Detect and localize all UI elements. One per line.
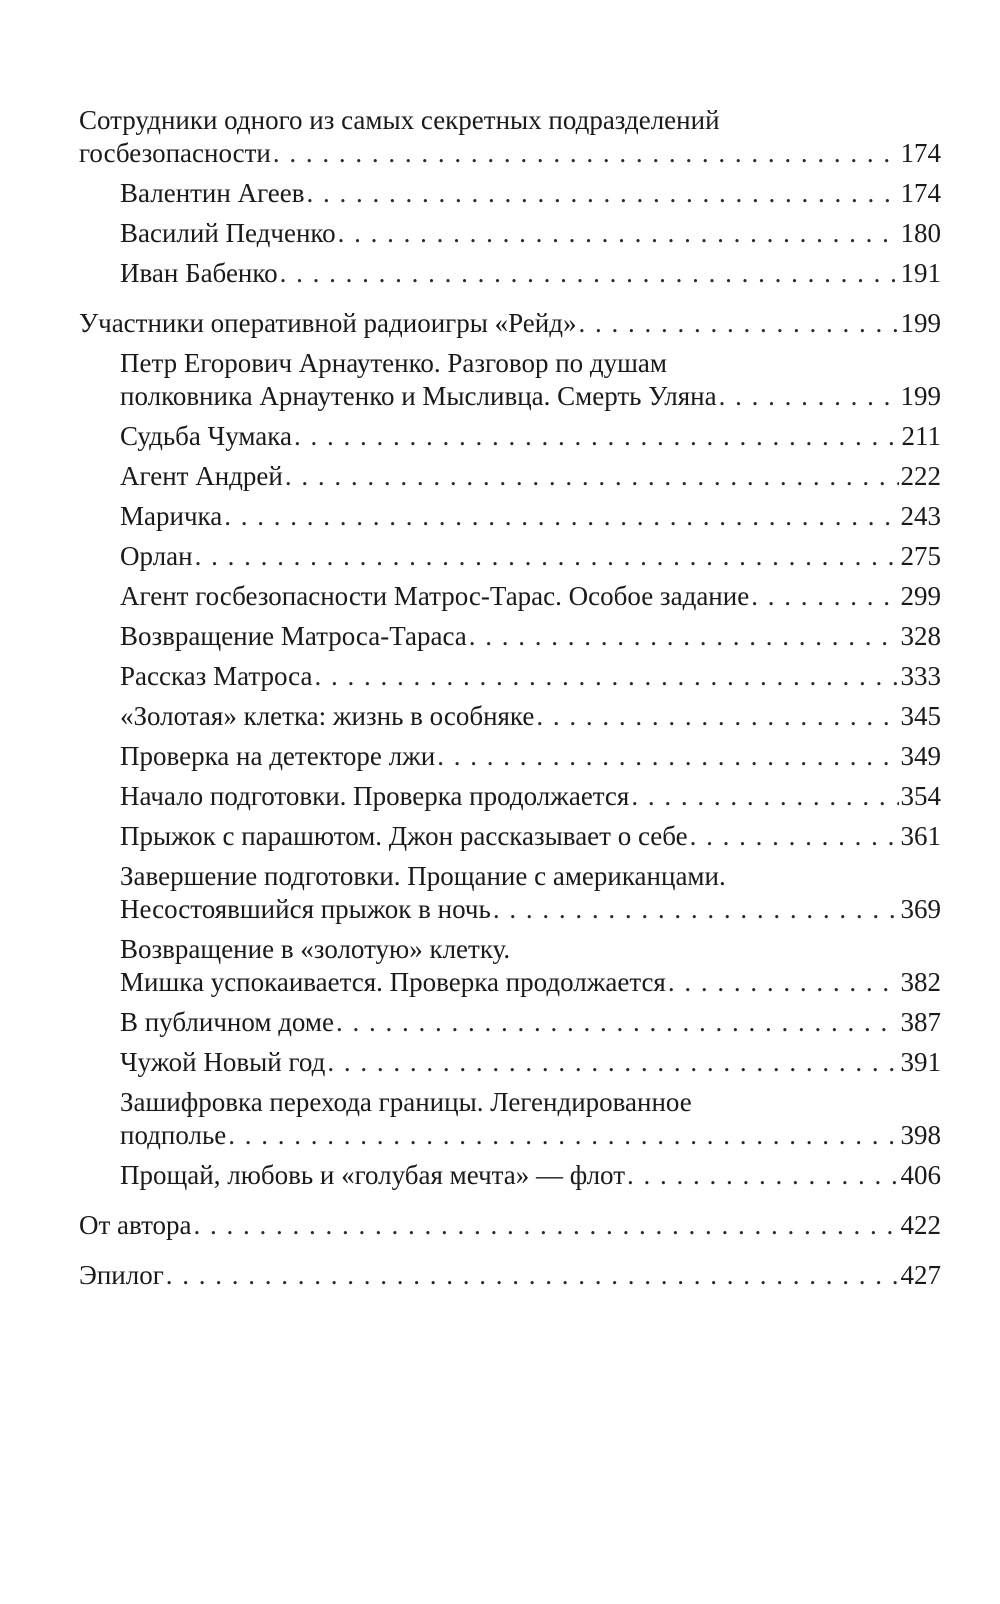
toc-section-heading[interactable] (79, 307, 941, 340)
toc-entry-text: Прощай, любовь и «голубая мечта» — флот (120, 1160, 625, 1190)
dot-leader (578, 307, 898, 340)
toc-page-number: 222 (900, 461, 941, 491)
toc-entry-text-line1: Завершение подготовки. Прощание с американцами. (120, 861, 726, 891)
toc-entry-text: Валентин Агеев (120, 178, 305, 208)
dot-leader (228, 1119, 898, 1152)
toc-entry-text: От автора (79, 1210, 192, 1240)
toc-entry[interactable] (79, 217, 941, 250)
toc-entry-text: Василий Педченко (120, 218, 336, 248)
dot-leader (719, 380, 899, 413)
dot-leader (536, 700, 898, 733)
dot-leader (194, 1209, 899, 1242)
toc-entry[interactable] (79, 660, 941, 693)
toc-entry[interactable] (79, 740, 941, 773)
toc-entry-text: Рассказ Матроса (120, 661, 313, 691)
toc-section-employees (79, 104, 941, 290)
toc-section-author (79, 1209, 941, 1242)
toc-entry-text: госбезопасности (79, 138, 271, 168)
dot-leader (280, 257, 899, 290)
toc-page-number: 199 (900, 381, 941, 411)
toc-entry-text: Возвращение Матроса-Тараса (120, 621, 467, 651)
dot-leader (668, 966, 899, 999)
toc-entry-text: Агент госбезопасности Матрос-Тарас. Особое задание (120, 581, 750, 611)
toc-entry-text-line1: Зашифровка перехода границы. Легендированное (120, 1087, 692, 1117)
toc-page-number: 299 (900, 581, 941, 611)
toc-entry-text: подполье (120, 1120, 227, 1150)
toc-entry-text: Начало подготовки. Проверка продолжается (120, 781, 630, 811)
toc-page-number: 180 (900, 218, 941, 248)
dot-leader (224, 500, 898, 533)
dot-leader (327, 1046, 898, 1079)
toc-page-number: 369 (900, 894, 941, 924)
toc-entry-text: Орлан (120, 541, 193, 571)
toc-page-number: 345 (900, 701, 941, 731)
toc-entry-text: Участники оперативной радиоигры «Рейд» (79, 308, 577, 338)
toc-section-reid (79, 307, 941, 1192)
toc-entry-text: Судьба Чумака (120, 421, 292, 451)
toc-entry[interactable] (79, 1086, 941, 1152)
toc-entry[interactable] (79, 177, 941, 210)
toc-page-number: 191 (900, 258, 941, 288)
toc-entry-text: полковника Арнаутенко и Мысливца. Смерть Уляна (120, 381, 717, 411)
toc-page-number: 361 (900, 821, 941, 851)
toc-entry-text: Проверка на детекторе лжи (120, 741, 436, 771)
toc-entry[interactable] (79, 420, 941, 453)
toc-page-number: 174 (900, 138, 941, 168)
dot-leader (338, 217, 899, 250)
dot-leader (273, 137, 899, 170)
toc-page-number: 427 (900, 1260, 941, 1290)
toc-entry-text: Чужой Новый год (120, 1047, 326, 1077)
toc-page-number: 422 (900, 1210, 941, 1240)
toc-entry[interactable] (79, 700, 941, 733)
toc-entry[interactable] (79, 347, 941, 413)
toc-page-number: 243 (900, 501, 941, 531)
dot-leader (195, 540, 899, 573)
dot-leader (493, 893, 899, 926)
toc-page-number: 275 (900, 541, 941, 571)
toc-entry-text: Маричка (120, 501, 223, 531)
toc-page-number: 406 (900, 1160, 941, 1190)
toc-entry[interactable] (79, 1209, 941, 1242)
toc-entry-text: В публичном доме (120, 1007, 334, 1037)
toc-entry-text: Эпилог (79, 1260, 164, 1290)
dot-leader (437, 740, 898, 773)
dot-leader (631, 780, 898, 813)
toc-page-number: 211 (901, 421, 941, 451)
dot-leader (166, 1259, 899, 1292)
toc-entry[interactable] (79, 1259, 941, 1292)
toc-page-number: 398 (900, 1120, 941, 1150)
toc-entry[interactable] (79, 620, 941, 653)
toc-entry[interactable] (79, 933, 941, 999)
toc-entry[interactable] (79, 500, 941, 533)
toc-entry[interactable] (79, 460, 941, 493)
toc-page-number: 199 (900, 308, 941, 338)
dot-leader (314, 660, 898, 693)
toc-entry[interactable] (79, 1046, 941, 1079)
toc-page-number: 349 (900, 741, 941, 771)
toc-entry-text-line1: Возвращение в «золотую» клетку. (120, 934, 511, 964)
toc-entry[interactable] (79, 257, 941, 290)
toc-entry-text: Мишка успокаивается. Проверка продолжается (120, 967, 666, 997)
dot-leader (751, 580, 898, 613)
toc-entry-text: Агент Андрей (120, 461, 283, 491)
toc-entry[interactable] (79, 860, 941, 926)
toc-entry[interactable] (79, 820, 941, 853)
toc-entry[interactable] (79, 540, 941, 573)
dot-leader (307, 177, 899, 210)
dot-leader (469, 620, 899, 653)
toc-section-heading[interactable] (79, 104, 941, 170)
dot-leader (627, 1159, 899, 1192)
dot-leader (690, 820, 899, 853)
table-of-contents (79, 104, 941, 1309)
toc-entry-text-line1: Сотрудники одного из самых секретных подразделений (79, 105, 720, 135)
toc-page-number: 387 (900, 1007, 941, 1037)
toc-entry-text: Прыжок с парашютом. Джон рассказывает о себе (120, 821, 688, 851)
toc-section-epilogue (79, 1259, 941, 1292)
toc-page-number: 328 (900, 621, 941, 651)
toc-page-number: 174 (900, 178, 941, 208)
toc-entry-text-line1: Петр Егорович Арнаутенко. Разговор по душам (120, 348, 668, 378)
toc-entry[interactable] (79, 780, 941, 813)
toc-page-number: 333 (900, 661, 941, 691)
toc-entry[interactable] (79, 1159, 941, 1192)
toc-entry[interactable] (79, 1006, 941, 1039)
toc-entry-text: Иван Бабенко (120, 258, 278, 288)
toc-entry-text: Несостоявшийся прыжок в ночь (120, 894, 491, 924)
toc-entry[interactable] (79, 580, 941, 613)
toc-page-number: 382 (900, 967, 941, 997)
dot-leader (294, 420, 900, 453)
toc-entry-text: «Золотая» клетка: жизнь в особняке (120, 701, 535, 731)
dot-leader (285, 460, 899, 493)
toc-page-number: 391 (900, 1047, 941, 1077)
toc-page-number: 354 (900, 781, 941, 811)
dot-leader (336, 1006, 899, 1039)
